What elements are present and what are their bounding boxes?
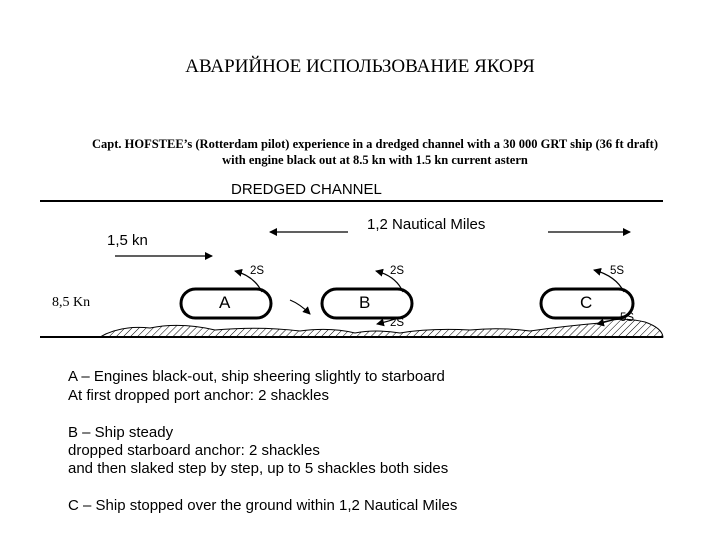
ship-b-shackles-top: 2S: [390, 265, 405, 277]
desc-c-line-1: C – Ship stopped over the ground within 1,2 Nautical Miles: [68, 497, 458, 514]
desc-a-line-1: A – Engines black-out, ship sheering slightly to starboard: [68, 368, 445, 385]
speed-label: 8,5 Kn: [52, 295, 91, 310]
seabed-mounds: [100, 319, 663, 337]
ship-c-shackles-top: 5S: [610, 265, 625, 277]
ship-c-label: C: [580, 293, 593, 312]
desc-b-line-2: dropped starboard anchor: 2 shackles: [68, 442, 320, 459]
distance-label: 1,2 Nautical Miles: [367, 216, 486, 233]
ship-b-shackles-bottom: 2S: [390, 317, 405, 329]
desc-b-line-3: and then slaked step by step, up to 5 shackles both sides: [68, 460, 449, 477]
ship-a-shackles: 2S: [250, 265, 265, 277]
current-label: 1,5 kn: [107, 232, 148, 249]
ship-c-shackles-bottom: 5S: [620, 312, 635, 324]
ship-a-label: A: [219, 293, 231, 312]
page-title: АВАРИЙНОЕ ИСПОЛЬЗОВАНИЕ ЯКОРЯ: [185, 56, 535, 77]
ship-b-label: B: [359, 293, 371, 312]
desc-b-line-1: B – Ship steady: [68, 424, 174, 441]
subtitle-line-1: Capt. HOFSTEE’s (Rotterdam pilot) experience in a dredged channel with a 30 000 GRT ship (36 ft draft): [92, 137, 658, 151]
desc-a-line-2: At first dropped port anchor: 2 shackles: [68, 387, 329, 404]
subtitle-line-2: with engine black out at 8.5 kn with 1.5 kn current astern: [222, 153, 528, 167]
sheer-arrow: [290, 300, 310, 314]
channel-label: DREDGED CHANNEL: [231, 181, 382, 198]
